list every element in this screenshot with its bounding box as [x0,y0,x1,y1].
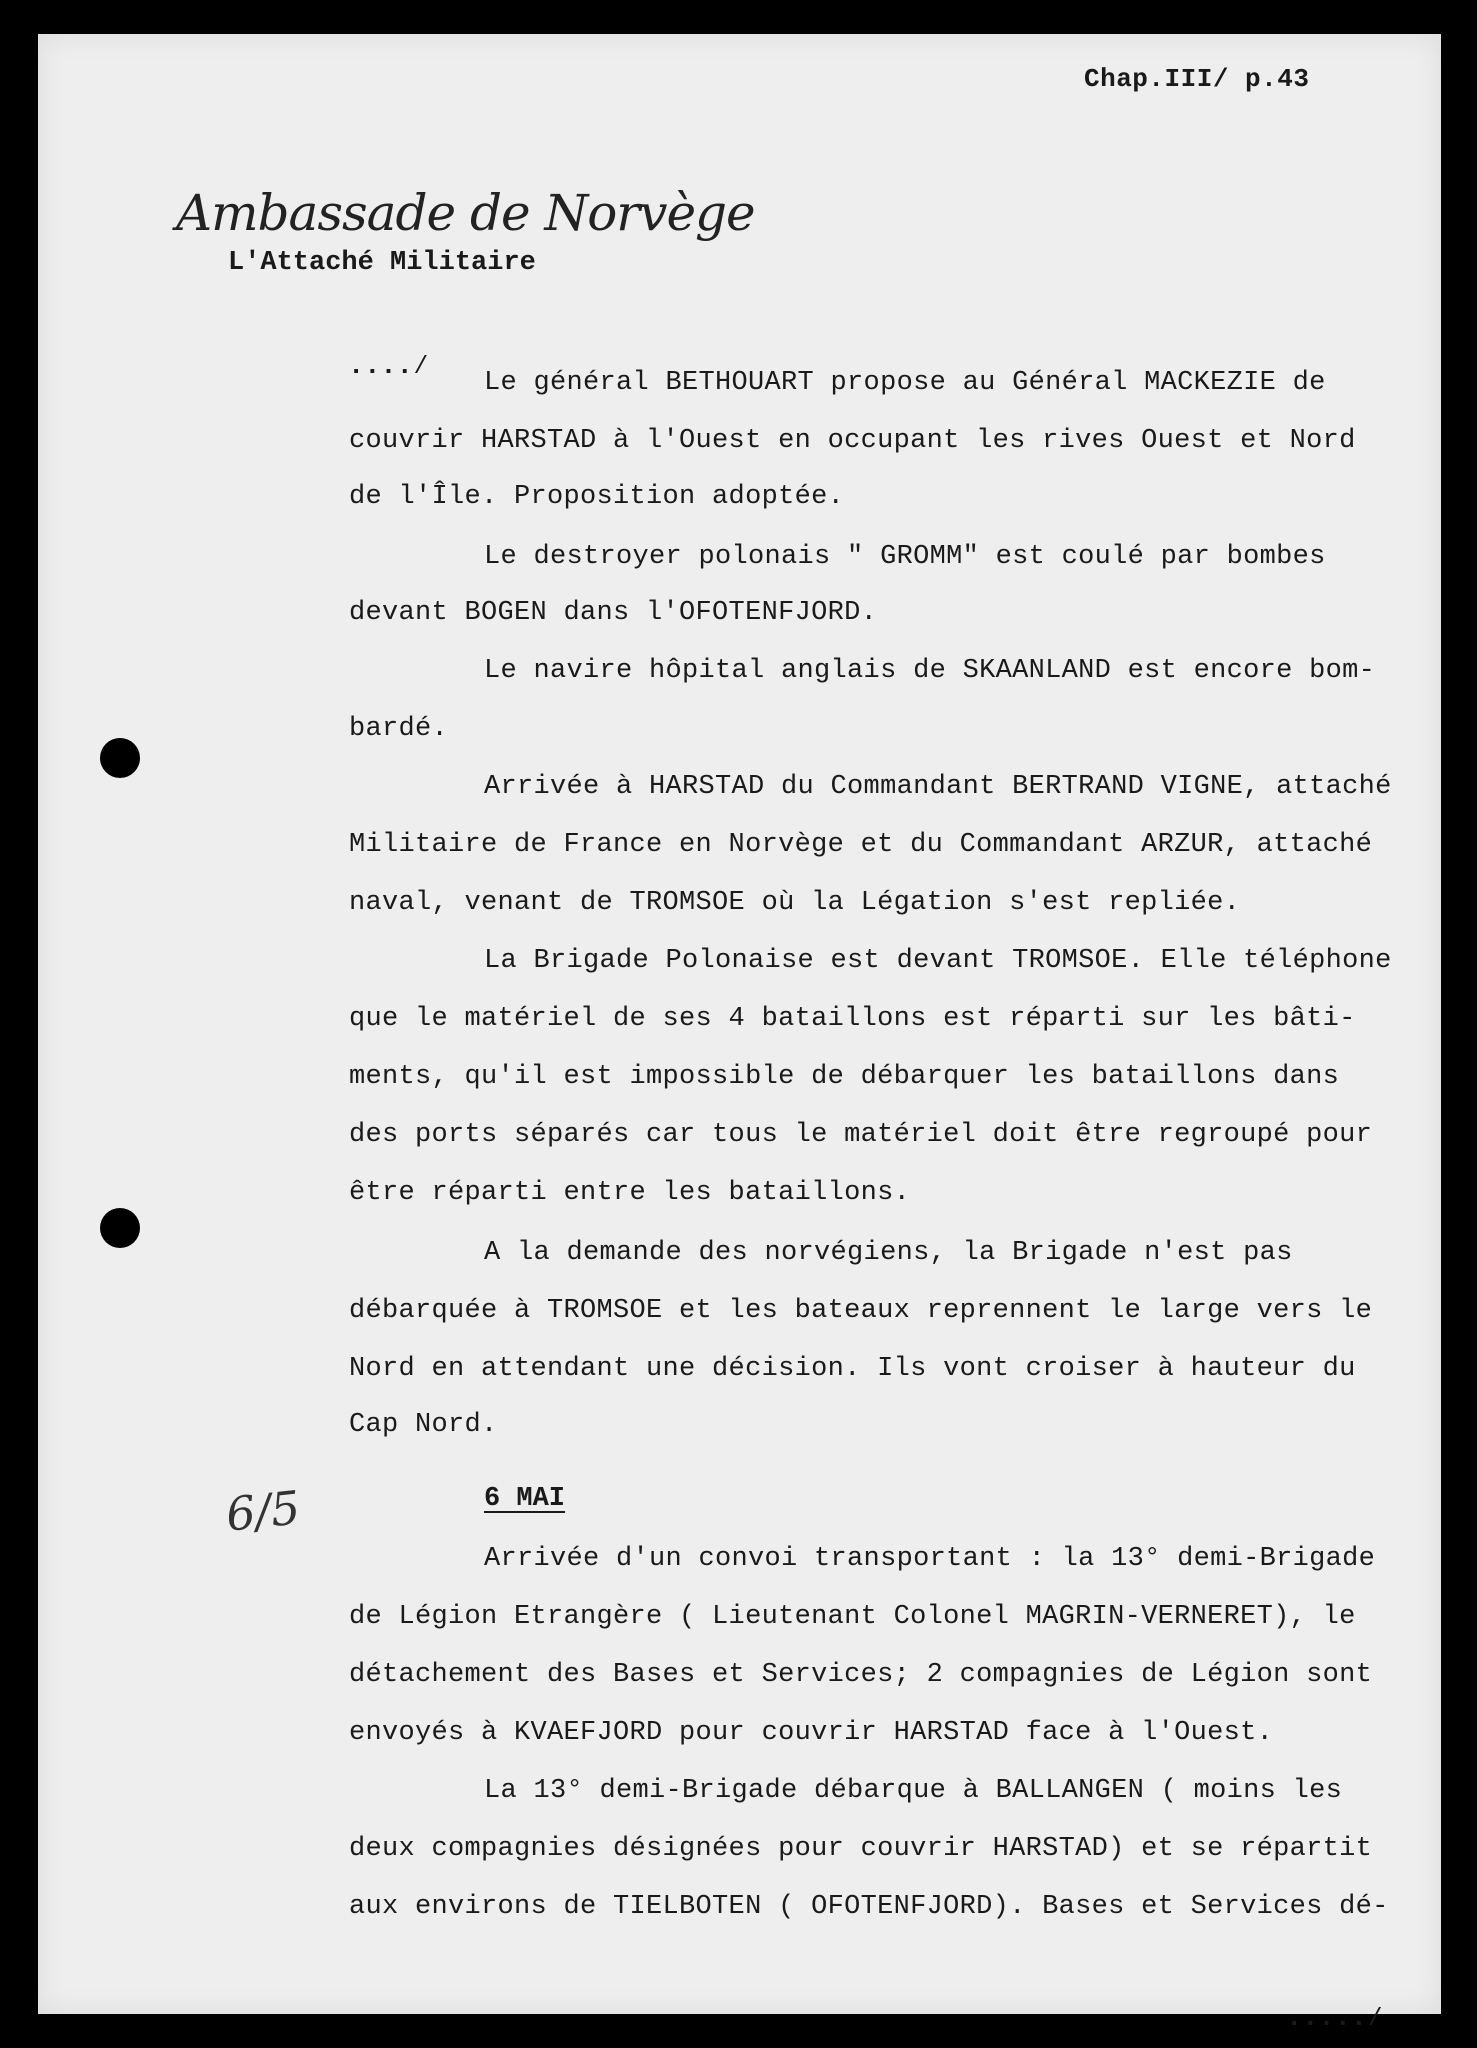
text-line: naval, venant de TROMSOE où la Légation s'est repliée. [349,888,1241,918]
letterhead-subtitle: L'Attaché Militaire [228,248,536,278]
text-line: couvrir HARSTAD à l'Ouest en occupant les rives Ouest et Nord [349,426,1356,456]
text-line: de Légion Etrangère ( Lieutenant Colonel MAGRIN-VERNERET), le [349,1602,1356,1632]
end-mark: .....⁄ [1286,2004,1384,2034]
text-line: être réparti entre les bataillons. [349,1178,911,1208]
text-line: deux compagnies désignées pour couvrir HARSTAD) et se répartit [349,1834,1373,1864]
text-line: Le destroyer polonais " GROMM" est coulé par bombes [484,542,1326,572]
page-reference: Chap.III/ p.43 [1084,64,1310,94]
text-line: devant BOGEN dans l'OFOTENFJORD. [349,598,878,628]
text-line: A la demande des norvégiens, la Brigade n'est pas [484,1238,1293,1268]
text-line: Le général BETHOUART propose au Général MACKEZIE de [484,368,1326,398]
handwritten-date-note: 6/5 [223,1480,303,1542]
date-heading: 6 MAI [484,1484,566,1514]
text-line: des ports séparés car tous le matériel doit être regroupé pour [349,1120,1373,1150]
text-line: débarquée à TROMSOE et les bateaux reprennent le large vers le [349,1296,1373,1326]
text-line: ments, qu'il est impossible de débarquer les bataillons dans [349,1062,1340,1092]
text-line: envoyés à KVAEFJORD pour couvrir HARSTAD face à l'Ouest. [349,1718,1274,1748]
text-line: bardé. [349,714,449,744]
text-line: aux environs de TIELBOTEN ( OFOTENFJORD). Bases et Services dé- [349,1892,1389,1922]
document-page [38,34,1441,2034]
continuation-mark: ....⁄ [348,352,430,382]
text-line: La Brigade Polonaise est devant TROMSOE. Elle téléphone [484,946,1392,976]
text-line: Cap Nord. [349,1410,498,1440]
text-line: Nord en attendant une décision. Ils vont croiser à hauteur du [349,1354,1356,1384]
text-line: de l'Île. Proposition adoptée. [349,482,845,512]
text-line: Arrivée à HARSTAD du Commandant BERTRAND VIGNE, attaché [484,772,1392,802]
text-line: Arrivée d'un convoi transportant : la 13° demi-Brigade [484,1544,1376,1574]
text-line: que le matériel de ses 4 bataillons est réparti sur les bâti- [349,1004,1356,1034]
text-line: Militaire de France en Norvège et du Commandant ARZUR, attaché [349,830,1373,860]
text-line: La 13° demi-Brigade débarque à BALLANGEN ( moins les [484,1776,1343,1806]
punch-hole-bottom [100,1208,140,1248]
punch-hole-top [100,738,140,778]
text-line: détachement des Bases et Services; 2 compagnies de Légion sont [349,1660,1373,1690]
letterhead-script: Ambassade de Norvège [176,184,755,242]
text-line: Le navire hôpital anglais de SKAANLAND est encore bom- [484,656,1376,686]
